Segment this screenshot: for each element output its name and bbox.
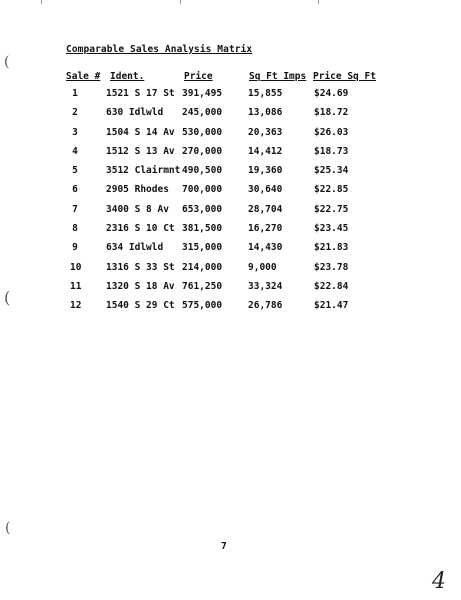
document-title: Comparable Sales Analysis Matrix [66,44,253,55]
handwritten-page-number: 4 [432,569,446,594]
column-header-sqft: Sq Ft Imps [249,71,307,82]
price-per-sqft-cell: $21.47 [314,300,349,312]
price-per-sqft-cell: $21.83 [314,242,349,254]
sale-number-cell: 10 [70,261,82,273]
sale-number-cell: 8 [72,223,78,235]
sqft-imps-cell: 14,412 [248,145,283,157]
table-row [0,146,461,165]
sqft-imps-cell: 19,360 [248,165,283,177]
sale-number-cell: 4 [72,145,78,157]
sale-number-cell: 2 [72,107,78,119]
property-ident-cell: 1504 S 14 Av [106,126,175,138]
sale-number-cell: 5 [72,165,78,177]
table-row [0,262,461,281]
sale-price-cell: 381,500 [182,223,223,235]
sale-number-cell: 9 [72,242,78,254]
price-per-sqft-cell: $26.03 [314,126,349,138]
property-ident-cell: 3400 S 8 Av [106,203,169,215]
property-ident-cell: 630 Idlwld [106,107,164,119]
price-per-sqft-cell: $24.69 [314,88,349,99]
table-row [0,165,461,184]
sale-number-cell: 7 [72,203,78,215]
property-ident-cell: 2316 S 10 Ct [106,223,175,235]
sales-table [0,88,461,320]
table-row [0,107,461,126]
price-per-sqft-cell: $25.34 [314,165,349,177]
sqft-imps-cell: 33,324 [248,280,283,292]
sale-price-cell: 391,495 [182,88,223,99]
sale-price-cell: 490,500 [182,165,223,177]
sale-number-cell: 11 [70,280,82,292]
sqft-imps-cell: 30,640 [248,184,283,196]
sale-number-cell: 3 [72,126,78,138]
sale-price-cell: 575,000 [182,300,223,312]
price-per-sqft-cell: $18.72 [314,107,349,119]
sale-number-cell: 6 [72,184,78,196]
table-row [0,223,461,242]
price-per-sqft-cell: $22.85 [314,184,349,196]
sqft-imps-cell: 28,704 [248,203,283,215]
table-row [0,281,461,300]
sale-number-cell: 12 [70,300,82,312]
price-per-sqft-cell: $23.45 [314,223,349,235]
binder-hole-mark: ( [5,520,11,536]
sqft-imps-cell: 14,430 [248,242,283,254]
sale-price-cell: 315,000 [182,242,223,254]
sale-price-cell: 761,250 [182,280,223,292]
table-row [0,127,461,146]
table-row [0,300,461,319]
sqft-imps-cell: 20,363 [248,126,283,138]
table-row [0,88,461,107]
sale-price-cell: 214,000 [182,261,223,273]
property-ident-cell: 1512 S 13 Av [106,145,175,157]
price-per-sqft-cell: $18.73 [314,145,349,157]
column-header-sale: Sale # [66,71,101,82]
property-ident-cell: 1540 S 29 Ct [106,300,175,312]
property-ident-cell: 1320 S 18 Av [106,280,175,292]
sqft-imps-cell: 15,855 [248,88,283,99]
scan-edge-mark [41,0,42,4]
sale-price-cell: 245,000 [182,107,223,119]
table-row [0,204,461,223]
property-ident-cell: 1521 S 17 St [106,88,175,99]
sale-price-cell: 530,000 [182,126,223,138]
price-per-sqft-cell: $22.75 [314,203,349,215]
page-number: 7 [221,541,227,552]
scan-edge-mark [318,0,319,4]
price-per-sqft-cell: $23.78 [314,261,349,273]
column-header-ident: Ident. [110,71,145,82]
binder-hole-mark: ( [4,288,11,307]
sale-price-cell: 653,000 [182,203,223,215]
property-ident-cell: 2905 Rhodes [106,184,169,196]
sale-price-cell: 270,000 [182,145,223,157]
scan-edge-mark [180,0,181,4]
property-ident-cell: 3512 Clairmnt [106,165,181,177]
sale-price-cell: 700,000 [182,184,223,196]
property-ident-cell: 1316 S 33 St [106,261,175,273]
table-row [0,242,461,261]
sqft-imps-cell: 9,000 [248,261,277,273]
sqft-imps-cell: 16,270 [248,223,283,235]
column-header-price-per-sqft: Price Sq Ft [313,71,376,82]
sqft-imps-cell: 13,086 [248,107,283,119]
price-per-sqft-cell: $22.84 [314,280,349,292]
sqft-imps-cell: 26,786 [248,300,283,312]
binder-hole-mark: ( [4,54,10,70]
table-row [0,184,461,203]
property-ident-cell: 634 Idlwld [106,242,164,254]
sale-number-cell: 1 [72,88,78,99]
column-header-price: Price [184,71,213,82]
